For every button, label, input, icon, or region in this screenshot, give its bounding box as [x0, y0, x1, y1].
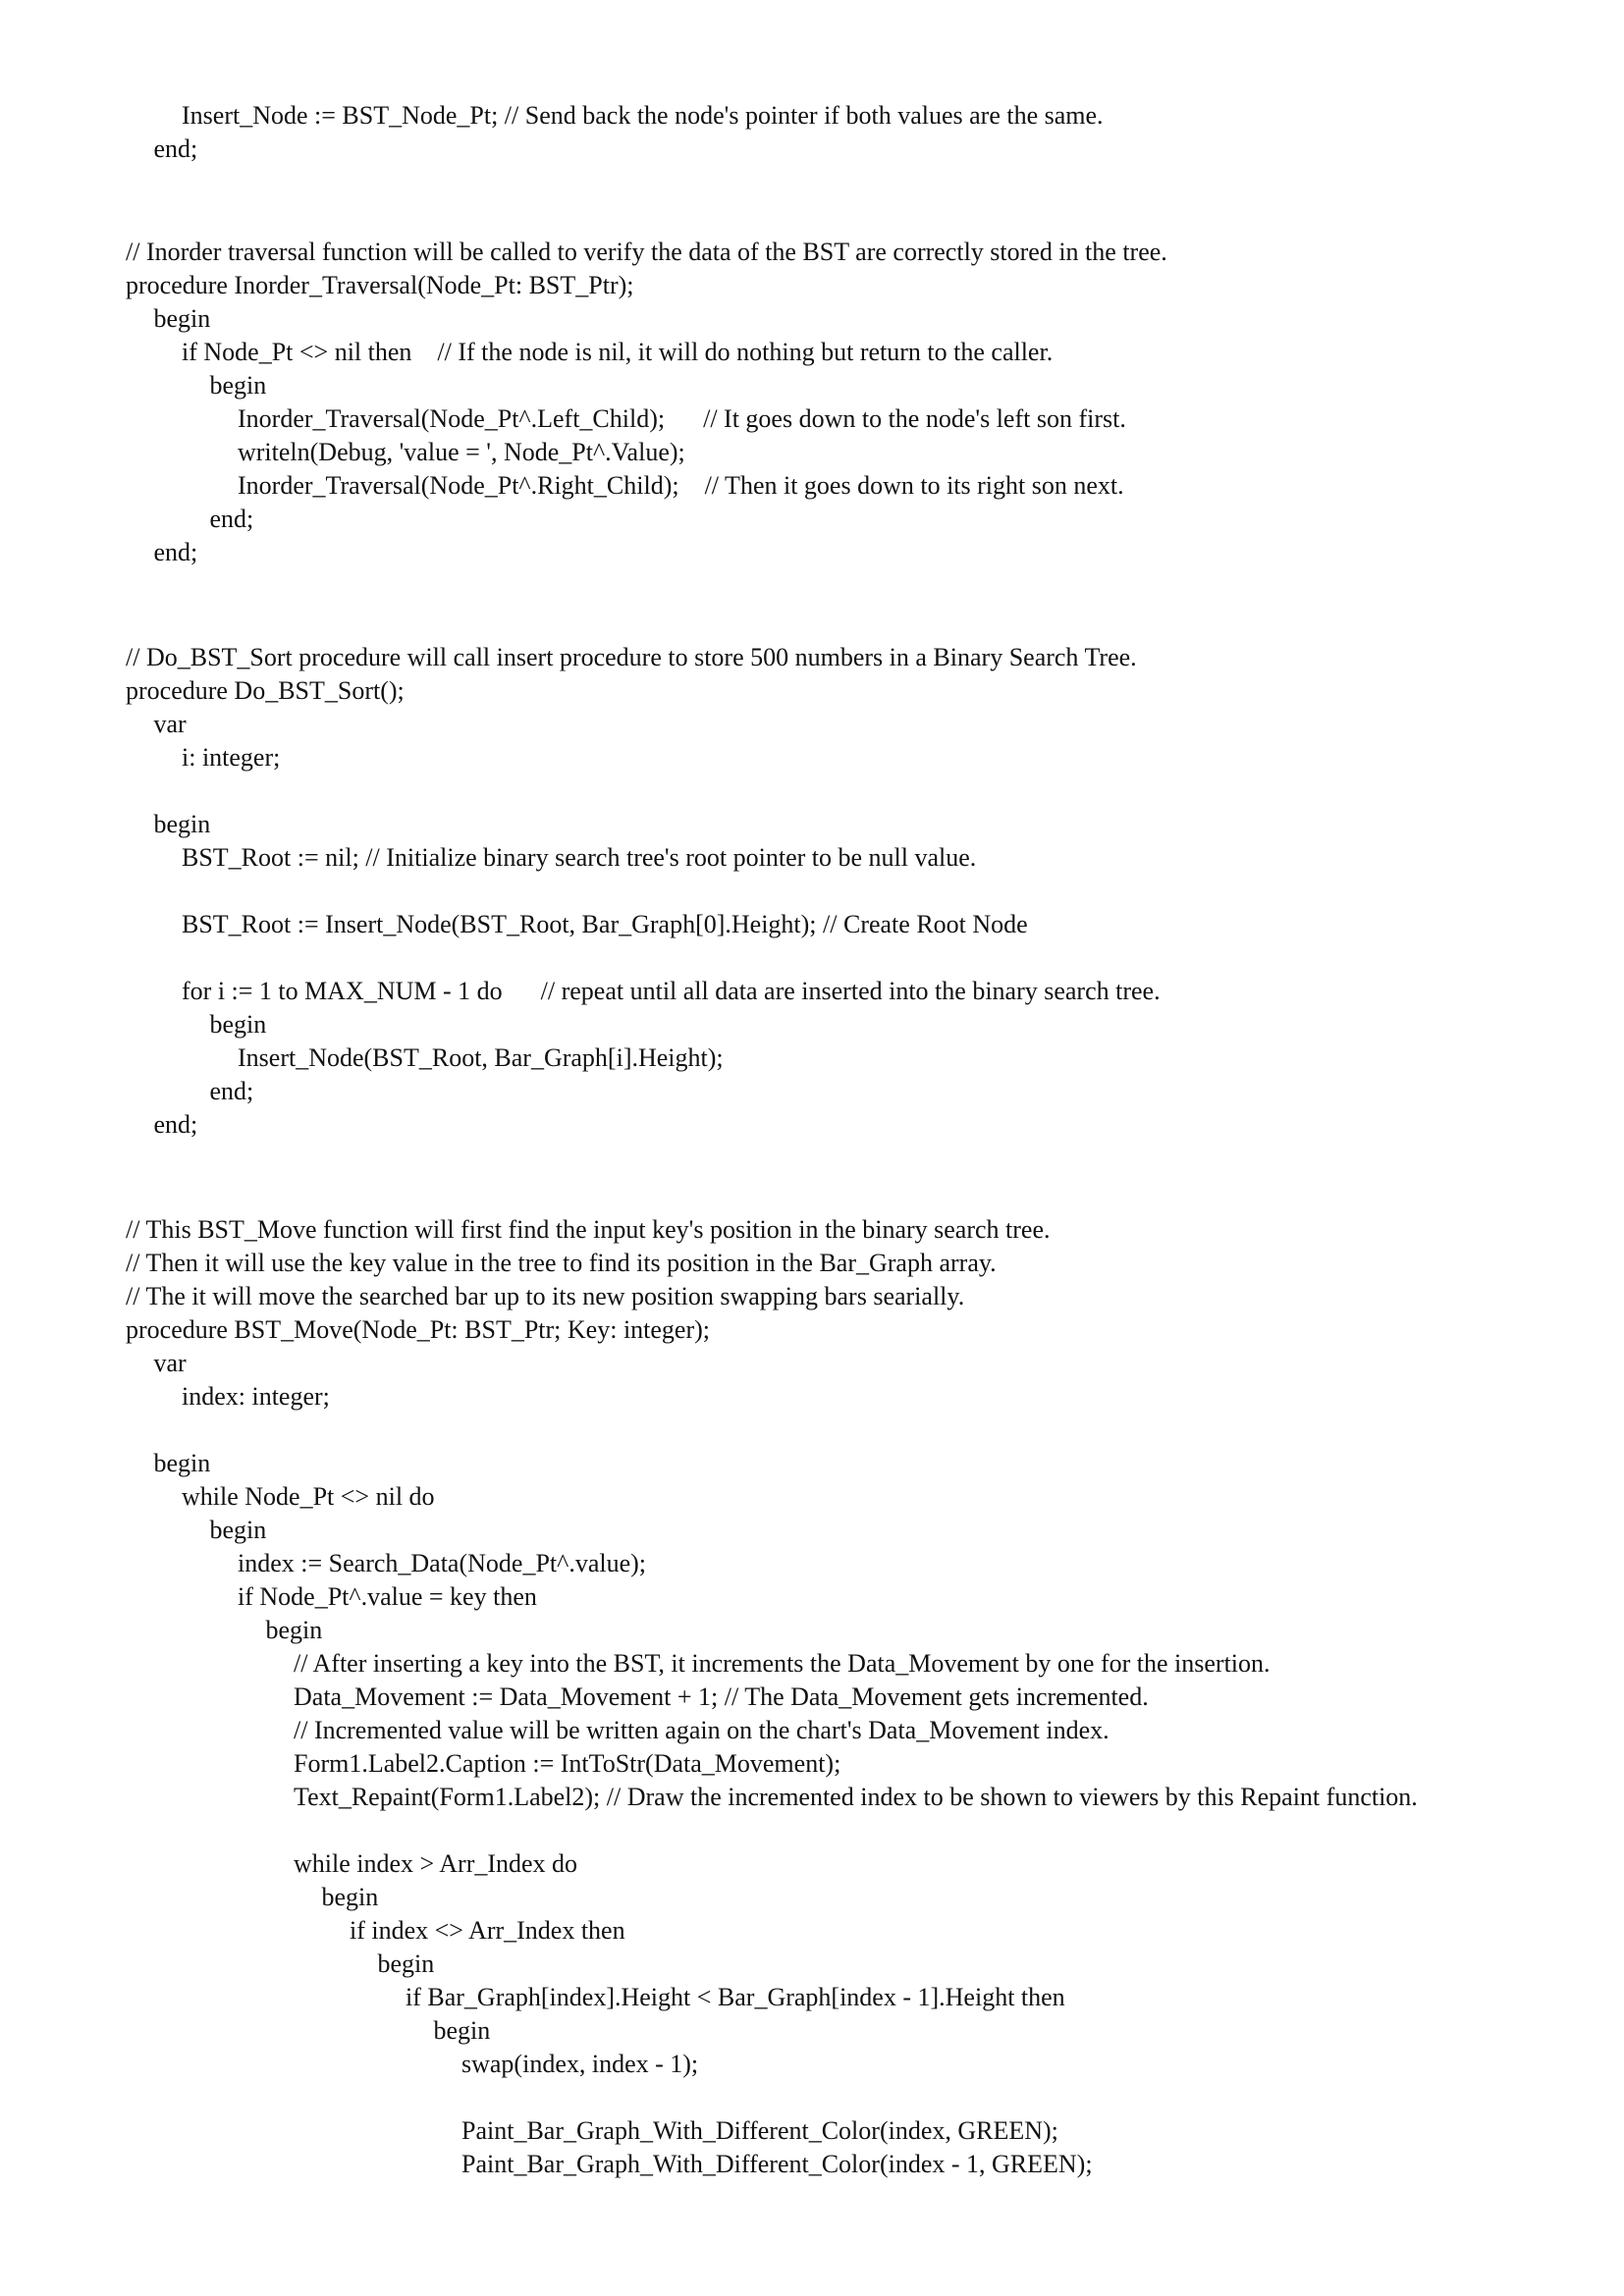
- code-line: writeln(Debug, 'value = ', Node_Pt^.Value);: [238, 438, 685, 466]
- code-line: Form1.Label2.Caption := IntToStr(Data_Movement);: [294, 1749, 841, 1778]
- code-line: end;: [209, 1077, 254, 1105]
- code-line: end;: [209, 505, 254, 533]
- code-line: begin: [265, 1616, 323, 1644]
- code-line: while Node_Pt <> nil do: [182, 1482, 435, 1511]
- code-line: begin: [153, 1449, 211, 1477]
- code-line: end;: [153, 134, 198, 163]
- code-line: begin: [433, 2016, 491, 2045]
- code-line: if Node_Pt <> nil then // If the node is nil, it will do nothing but return to the caller.: [182, 338, 1054, 366]
- code-line: i: integer;: [182, 743, 281, 772]
- code-line: var: [153, 710, 187, 738]
- code-line: begin: [209, 1010, 267, 1039]
- code-line: if Bar_Graph[index].Height < Bar_Graph[index - 1].Height then: [406, 1983, 1065, 2011]
- code-line: Insert_Node := BST_Node_Pt; // Send back the node's pointer if both values are the same.: [182, 101, 1104, 130]
- code-line: // The it will move the searched bar up to its new position swapping bars searially.: [126, 1282, 965, 1310]
- code-line: Paint_Bar_Graph_With_Different_Color(index, GREEN);: [461, 2116, 1058, 2145]
- code-line: Inorder_Traversal(Node_Pt^.Right_Child); // Then it goes down to its right son next.: [238, 471, 1124, 500]
- code-line: for i := 1 to MAX_NUM - 1 do // repeat until all data are inserted into the binary search tree.: [182, 977, 1161, 1005]
- code-line: BST_Root := Insert_Node(BST_Root, Bar_Graph[0].Height); // Create Root Node: [182, 910, 1028, 938]
- code-line: if Node_Pt^.value = key then: [238, 1582, 537, 1611]
- code-line: begin: [209, 371, 267, 400]
- code-line: if index <> Arr_Index then: [350, 1916, 625, 1945]
- code-line: end;: [153, 538, 198, 566]
- code-line: begin: [209, 1516, 267, 1544]
- code-line: procedure Inorder_Traversal(Node_Pt: BST_Ptr);: [126, 271, 634, 299]
- code-line: end;: [153, 1110, 198, 1139]
- code-line: Insert_Node(BST_Root, Bar_Graph[i].Height);: [238, 1043, 724, 1072]
- code-line: Inorder_Traversal(Node_Pt^.Left_Child); // It goes down to the node's left son first.: [238, 404, 1126, 433]
- code-line: begin: [153, 304, 211, 333]
- code-line: Data_Movement := Data_Movement + 1; // The Data_Movement gets incremented.: [294, 1682, 1149, 1711]
- code-line: begin: [377, 1949, 435, 1978]
- code-line: index := Search_Data(Node_Pt^.value);: [238, 1549, 647, 1577]
- code-line: while index > Arr_Index do: [294, 1849, 578, 1878]
- code-line: begin: [153, 810, 211, 838]
- code-line: swap(index, index - 1);: [461, 2050, 699, 2078]
- code-line: var: [153, 1349, 187, 1377]
- code-line: // After inserting a key into the BST, it increments the Data_Movement by one for the insertion.: [294, 1649, 1271, 1678]
- code-line: // Then it will use the key value in the tree to find its position in the Bar_Graph array.: [126, 1249, 997, 1277]
- code-line: BST_Root := nil; // Initialize binary search tree's root pointer to be null value.: [182, 843, 977, 872]
- code-line: begin: [321, 1883, 379, 1911]
- code-line: Text_Repaint(Form1.Label2); // Draw the incremented index to be shown to viewers by this Repaint function.: [294, 1783, 1418, 1811]
- code-line: // This BST_Move function will first find the input key's position in the binary search tree.: [126, 1215, 1051, 1244]
- code-line: procedure Do_BST_Sort();: [126, 676, 405, 705]
- code-line: Paint_Bar_Graph_With_Different_Color(index - 1, GREEN);: [461, 2150, 1093, 2178]
- code-line: index: integer;: [182, 1382, 330, 1411]
- code-line: procedure BST_Move(Node_Pt: BST_Ptr; Key: integer);: [126, 1315, 711, 1344]
- code-line: // Inorder traversal function will be called to verify the data of the BST are correctly stored in the tree.: [126, 238, 1167, 266]
- code-line: // Do_BST_Sort procedure will call insert procedure to store 500 numbers in a Binary Search Tree.: [126, 643, 1137, 671]
- code-line: // Incremented value will be written again on the chart's Data_Movement index.: [294, 1716, 1110, 1744]
